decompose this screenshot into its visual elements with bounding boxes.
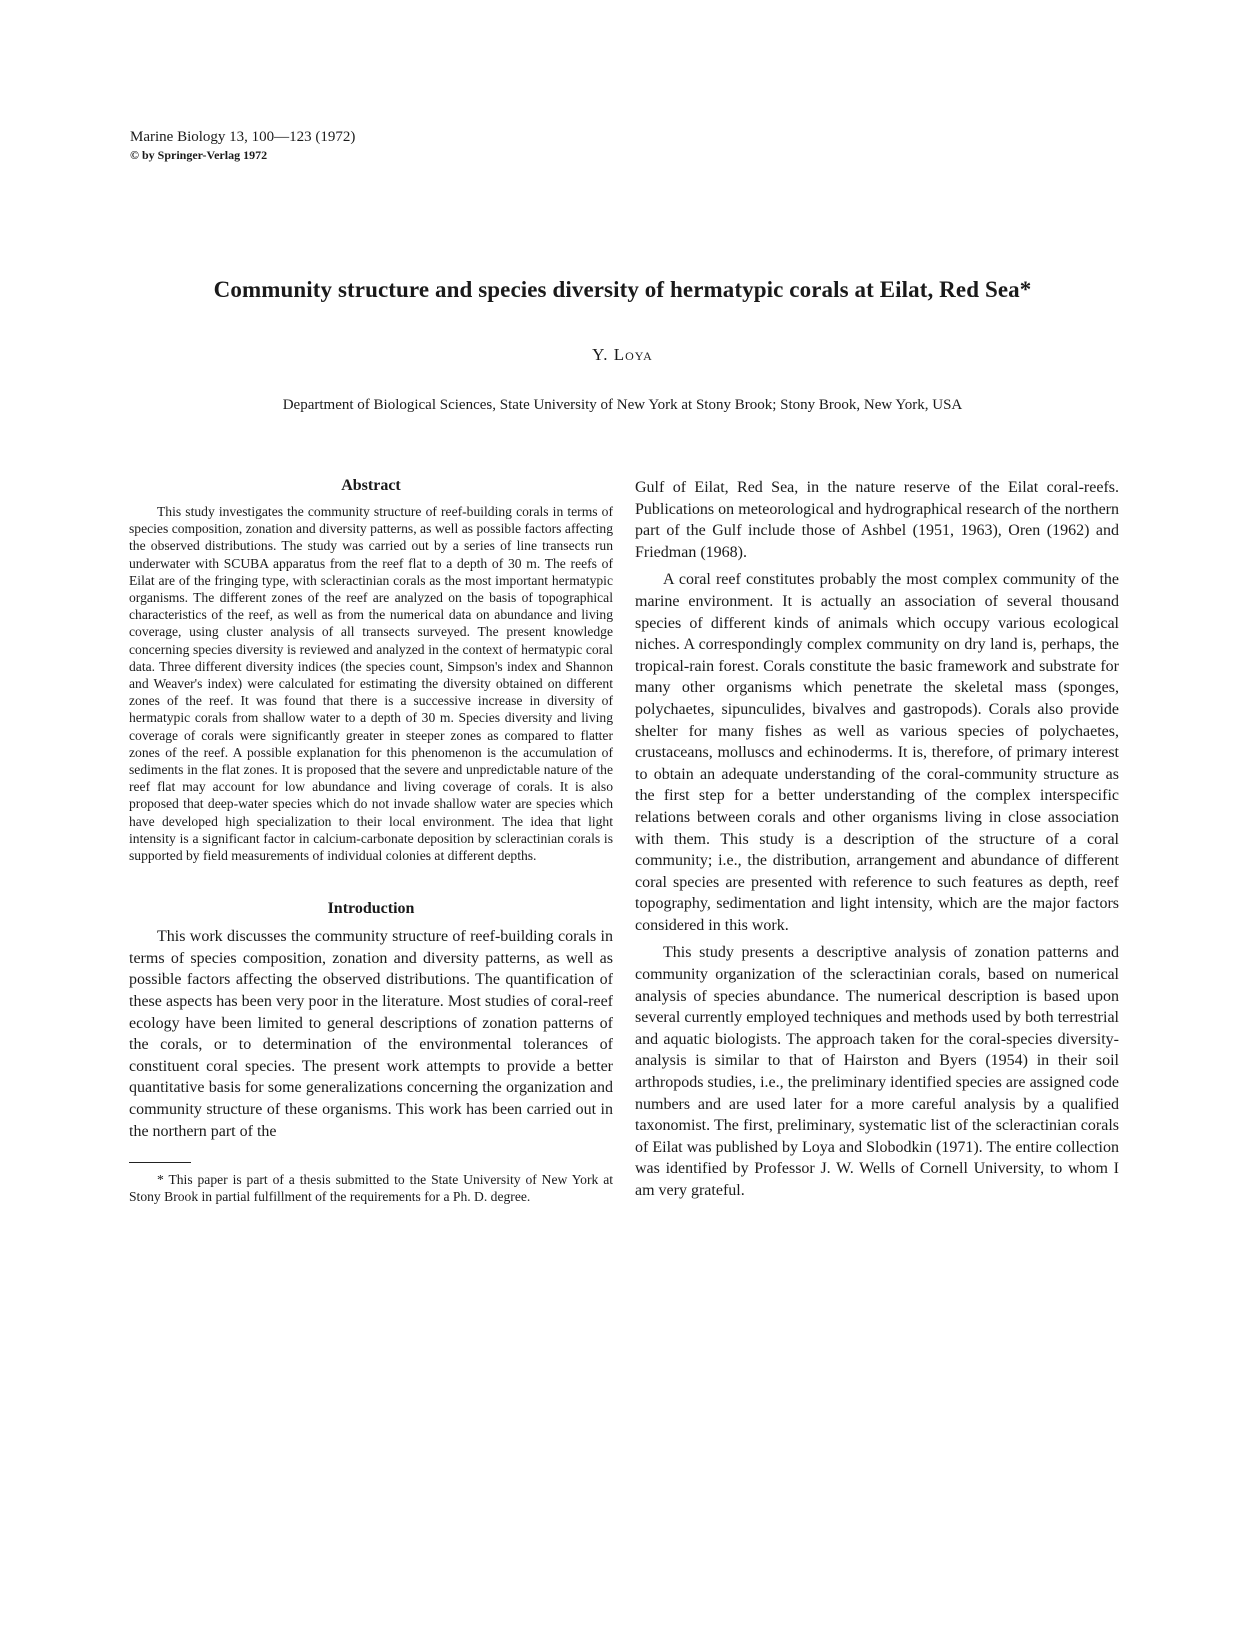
introduction-heading: Introduction: [327, 900, 415, 918]
journal-masthead: [130, 128, 355, 163]
copyright-line: © by Springer-Verlag 1972: [130, 147, 268, 162]
paper-author: Y. Loya: [592, 345, 653, 364]
footnote-divider: [129, 1162, 191, 1163]
abstract-heading: Abstract: [341, 477, 401, 494]
left-column: [129, 477, 613, 1205]
paper-title: Community structure and species diversity of hermatypic corals at Eilat, Red Sea*: [213, 277, 1032, 302]
abstract-text: This study investigates the community structure of reef-building corals in terms of species composition, zonation and diversity patterns, as well as possible factors affecting the observed distributions. The study was carried out by a series of line transects run underwater with SCUBA apparatus from the reef flat to a depth of 30 m. The reefs of Eilat are of the fringing type, with scleractinian corals as the most important hermatypic organisms. The different zones of the reef are analyzed on the basis of topographical characteristics of the reef, as well as from the numerical data on abundance and living coverage, using cluster analysis of all transects surveyed. The present knowledge concerning species diversity is reviewed and analyzed in the context of hermatypic coral data. Three different diversity indices (the species count, Simpson's index and Shannon and Weaver's index) were calculated for estimating the diversity obtained on different zones of the reef. It was found that there is a successive increase in diversity of hermatypic corals from shallow water to a depth of 30 m. Species diversity and living coverage of corals were significantly greater in steeper zones as compared to flatter zones of the reef. A possible explanation for this phenomenon is the accumulation of sediments in the flat zones. It is proposed that the severe and unpredictable nature of the reef flat may account for low abundance and living coverage of corals. It is also proposed that deep-water species which do not invade shallow water are species which have developed high specialization to their local environment. The idea that light intensity is a significant factor in calcium-carbonate deposition by scleractinian corals is supported by field measurements of individual colonies at different depths.: [129, 504, 613, 864]
author-affiliation: Department of Biological Sciences, State University of New York at Stony Brook; Stony Brook, New York, USA: [282, 397, 963, 413]
introduction-paragraph-1-continued: Gulf of Eilat, Red Sea, in the nature reserve of the Eilat coral-reefs. Publications on meteorological and hydrographical research of the northern part of the Gulf include those of Ashbel (1951, 1963), Oren (1962) and Friedman (1968).: [635, 479, 1119, 561]
right-column: [635, 477, 1119, 1202]
journal-citation: Marine Biology 13, 100—123 (1972): [130, 129, 356, 145]
introduction-paragraph-3: This study presents a descriptive analysis of zonation patterns and community organization of the scleractinian corals, based on numerical analysis of species abundance. The numerical description is based upon several currently employed techniques and methods used by both terrestrial and aquatic biologists. The approach taken for the coral-species diversity-analysis is similar to that of Hairston and Byers (1954) in their soil arthropods studies, i.e., the preliminary identified species are assigned code numbers and are used later for a more careful analysis by a qualified taxonomist. The first, preliminary, systematic list of the scleractinian corals of Eilat was published by Loya and Slobodkin (1971). The entire collection was identified by Professor J. W. Wells of Cornell University, to whom I am very grateful.: [635, 944, 1119, 1199]
footnote: * This paper is part of a thesis submitted to the State University of New York at Stony Brook in partial fulfillment of the requirements for a Ph. D. degree.: [129, 1172, 613, 1205]
introduction-paragraph-1: This work discusses the community structure of reef-building corals in terms of species composition, zonation and diversity patterns, as well as possible factors affecting the observed distributions. The quantification of these aspects has been very poor in the literature. Most studies of coral-reef ecology have been limited to general descriptions of zonation patterns of the corals, or to determination of the environmental tolerances of constituent coral species. The present work attempts to provide a better quantitative basis for some generalizations concerning the organization and community structure of these organisms. This work has been carried out in the northern part of the: [129, 928, 613, 1140]
introduction-paragraph-2: A coral reef constitutes probably the most complex community of the marine environment. It is actually an association of several thousand species of different kinds of animals which occupy various ecological niches. A correspondingly complex community on dry land is, perhaps, the tropical-rain forest. Corals constitute the basic framework and substrate for many other organisms which penetrate the skeletal mass (sponges, polychaetes, sipunculides, bivalves and gastropods). Corals also provide shelter for many fishes as well as various species of polychaetes, crustaceans, molluscs and echinoderms. It is, therefore, of primary interest to obtain an adequate understanding of the coral-community structure as the first step for a better understanding of the complex interspecific relations between corals and other organisms living in close association with them. This study is a description of the structure of a coral community; i.e., the distribution, arrangement and abundance of different coral species are presented with reference to such features as depth, reef topography, sedimentation and light intensity, which are the major factors considered in this work.: [635, 571, 1119, 934]
